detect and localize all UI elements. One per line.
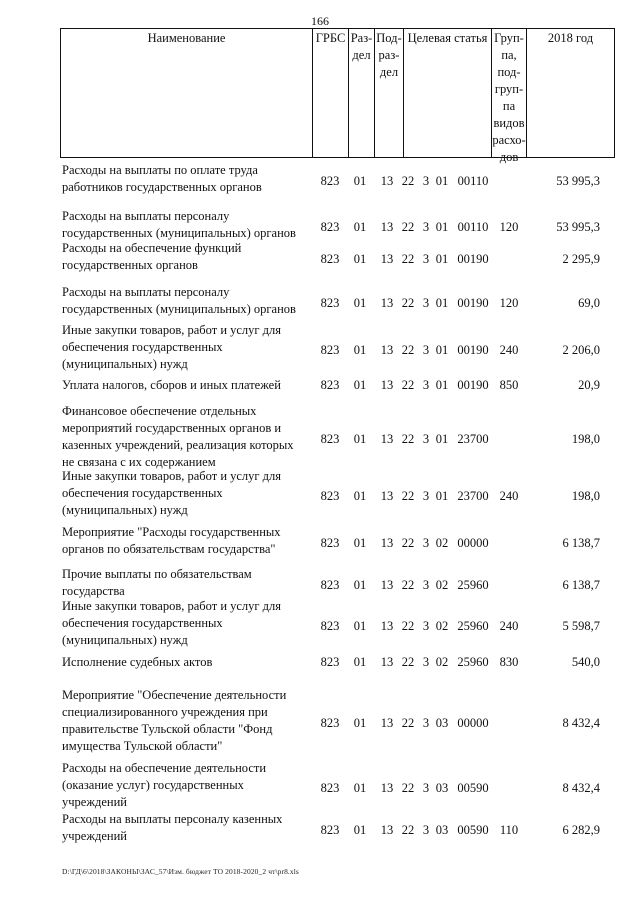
row-t3: 01 xyxy=(435,378,449,392)
row-pr: 13 xyxy=(380,823,394,837)
row-rz: 01 xyxy=(353,378,367,392)
row-sum: 6 138,7 xyxy=(562,536,600,550)
row-sum: 2 295,9 xyxy=(562,252,600,266)
row-pr: 13 xyxy=(380,220,394,234)
row-t1: 22 xyxy=(401,252,415,266)
row-name: Финансовое обеспечение отдельных мероприятий государственных органов и казенных учреждений, реализация которых не связана с их содержанием xyxy=(62,404,294,469)
row-name: Расходы на выплаты персоналу казенных учреждений xyxy=(62,812,283,843)
table-row xyxy=(60,322,610,373)
row-name: Прочие выплаты по обязательствам государства xyxy=(62,567,252,598)
table-row xyxy=(60,162,610,196)
row-t4: 23700 xyxy=(457,432,489,446)
page-number: 166 xyxy=(311,14,329,28)
row-rz: 01 xyxy=(353,220,367,234)
row-grbs: 823 xyxy=(320,220,340,234)
row-rz: 01 xyxy=(353,342,367,357)
row-name: Мероприятие "Расходы государственных органов по обязательствам государства" xyxy=(62,525,281,556)
table-row xyxy=(60,468,610,519)
row-t3: 03 xyxy=(435,716,449,730)
row-grbs: 823 xyxy=(320,716,340,730)
file-path-footer: D:\ГД\6\2018\ЗАКОНЫ\ЗАС_57\Изм. бюджет ТО 2018-2020_2 чт\pr8.xls xyxy=(62,867,299,876)
table-row xyxy=(60,760,610,811)
row-t4: 00190 xyxy=(457,252,489,266)
row-rz: 01 xyxy=(353,823,367,837)
row-t4: 00190 xyxy=(457,342,489,357)
row-rz: 01 xyxy=(353,655,367,669)
row-t4: 23700 xyxy=(457,488,489,503)
table-row xyxy=(60,687,610,755)
row-t1: 22 xyxy=(401,174,415,188)
row-rz: 01 xyxy=(353,252,367,266)
row-t3: 02 xyxy=(435,536,449,550)
row-t2: 3 xyxy=(422,174,430,188)
row-sum: 2 206,0 xyxy=(562,342,600,357)
row-t2: 3 xyxy=(422,618,430,633)
table-row xyxy=(60,654,610,671)
row-t1: 22 xyxy=(401,823,415,837)
header-razdel: Раз- дел xyxy=(348,29,374,157)
row-vr: 830 xyxy=(499,655,519,669)
row-grbs: 823 xyxy=(320,378,340,392)
row-t1: 22 xyxy=(401,488,415,503)
row-t1: 22 xyxy=(401,780,415,795)
table-row xyxy=(60,598,610,649)
row-sum: 540,0 xyxy=(571,655,600,669)
row-t4: 25960 xyxy=(457,618,489,633)
row-rz: 01 xyxy=(353,296,367,310)
row-pr: 13 xyxy=(380,378,394,392)
row-t1: 22 xyxy=(401,536,415,550)
row-t4: 00590 xyxy=(457,780,489,795)
row-t3: 01 xyxy=(435,342,449,357)
header-name: Наименование xyxy=(147,31,226,45)
row-t4: 00110 xyxy=(457,174,489,188)
row-vr: 120 xyxy=(499,296,519,310)
row-t3: 01 xyxy=(435,296,449,310)
table-row xyxy=(60,403,610,471)
row-vr: 120 xyxy=(499,220,519,234)
row-grbs: 823 xyxy=(320,342,340,357)
row-rz: 01 xyxy=(353,432,367,446)
row-t2: 3 xyxy=(422,823,430,837)
row-sum: 198,0 xyxy=(571,432,600,446)
row-t1: 22 xyxy=(401,578,415,592)
row-rz: 01 xyxy=(353,536,367,550)
row-vr: 240 xyxy=(499,342,519,357)
row-grbs: 823 xyxy=(320,252,340,266)
row-t3: 01 xyxy=(435,220,449,234)
table-row xyxy=(60,284,610,318)
table-row xyxy=(60,377,610,394)
header-target: Целевая статья xyxy=(403,29,491,157)
row-t3: 01 xyxy=(435,252,449,266)
row-name: Иные закупки товаров, работ и услуг для обеспечения государственных (муниципальных) нужд xyxy=(62,323,282,371)
row-sum: 20,9 xyxy=(578,378,600,392)
row-pr: 13 xyxy=(380,578,394,592)
row-vr: 110 xyxy=(499,823,519,837)
row-t4: 00590 xyxy=(457,823,489,837)
row-grbs: 823 xyxy=(320,780,340,795)
row-rz: 01 xyxy=(353,488,367,503)
table-header xyxy=(60,28,615,164)
row-name: Расходы на выплаты персоналу государственных (муниципальных) органов xyxy=(62,209,296,240)
row-pr: 13 xyxy=(380,252,394,266)
row-t1: 22 xyxy=(401,618,415,633)
row-rz: 01 xyxy=(353,780,367,795)
row-vr: 240 xyxy=(499,618,519,633)
row-name: Мероприятие "Обеспечение деятельности специализированного учреждения при правительстве Тульской области "Фонд имущества Тульской области" xyxy=(62,688,287,753)
row-t2: 3 xyxy=(422,716,430,730)
row-t3: 01 xyxy=(435,488,449,503)
row-pr: 13 xyxy=(380,536,394,550)
row-sum: 6 282,9 xyxy=(562,823,600,837)
row-t3: 01 xyxy=(435,432,449,446)
row-pr: 13 xyxy=(380,716,394,730)
row-t1: 22 xyxy=(401,342,415,357)
row-t1: 22 xyxy=(401,432,415,446)
row-grbs: 823 xyxy=(320,823,340,837)
row-sum: 8 432,4 xyxy=(562,716,600,730)
row-grbs: 823 xyxy=(320,174,340,188)
row-pr: 13 xyxy=(380,342,394,357)
row-t4: 25960 xyxy=(457,578,489,592)
row-grbs: 823 xyxy=(320,296,340,310)
header-podrazdel: Под- раз- дел xyxy=(374,29,403,157)
row-grbs: 823 xyxy=(320,536,340,550)
row-grbs: 823 xyxy=(320,618,340,633)
row-t2: 3 xyxy=(422,296,430,310)
row-rz: 01 xyxy=(353,618,367,633)
row-name: Расходы на обеспечение функций государственных органов xyxy=(62,241,242,272)
row-t2: 3 xyxy=(422,378,430,392)
table-row xyxy=(60,208,610,242)
row-t3: 01 xyxy=(435,174,449,188)
row-pr: 13 xyxy=(380,655,394,669)
row-grbs: 823 xyxy=(320,578,340,592)
row-t4: 00000 xyxy=(457,536,489,550)
row-rz: 01 xyxy=(353,174,367,188)
row-pr: 13 xyxy=(380,296,394,310)
row-sum: 53 995,3 xyxy=(556,174,600,188)
row-t2: 3 xyxy=(422,536,430,550)
row-sum: 6 138,7 xyxy=(562,578,600,592)
row-t2: 3 xyxy=(422,655,430,669)
row-t2: 3 xyxy=(422,488,430,503)
row-name: Иные закупки товаров, работ и услуг для обеспечения государственных (муниципальных) нужд xyxy=(62,469,282,517)
row-sum: 69,0 xyxy=(578,296,600,310)
row-t2: 3 xyxy=(422,252,430,266)
row-t1: 22 xyxy=(401,220,415,234)
row-pr: 13 xyxy=(380,174,394,188)
row-pr: 13 xyxy=(380,432,394,446)
row-grbs: 823 xyxy=(320,432,340,446)
row-pr: 13 xyxy=(380,618,394,633)
row-t3: 02 xyxy=(435,578,449,592)
row-pr: 13 xyxy=(380,488,394,503)
row-t1: 22 xyxy=(401,655,415,669)
row-t4: 00190 xyxy=(457,296,489,310)
row-t2: 3 xyxy=(422,780,430,795)
row-vr: 850 xyxy=(499,378,519,392)
row-t1: 22 xyxy=(401,378,415,392)
row-t3: 02 xyxy=(435,655,449,669)
row-t1: 22 xyxy=(401,716,415,730)
row-sum: 8 432,4 xyxy=(562,780,600,795)
row-t2: 3 xyxy=(422,220,430,234)
row-t2: 3 xyxy=(422,432,430,446)
row-sum: 198,0 xyxy=(571,488,600,503)
row-name: Исполнение судебных актов xyxy=(62,655,213,669)
row-name: Иные закупки товаров, работ и услуг для обеспечения государственных (муниципальных) нужд xyxy=(62,599,282,647)
row-t1: 22 xyxy=(401,296,415,310)
row-t2: 3 xyxy=(422,578,430,592)
row-vr: 240 xyxy=(499,488,519,503)
row-t3: 03 xyxy=(435,780,449,795)
row-grbs: 823 xyxy=(320,488,340,503)
row-t3: 02 xyxy=(435,618,449,633)
table-row xyxy=(60,566,610,600)
row-t2: 3 xyxy=(422,342,430,357)
table-row xyxy=(60,240,610,274)
row-sum: 5 598,7 xyxy=(562,618,600,633)
row-rz: 01 xyxy=(353,716,367,730)
header-group: Груп- па, под- груп- па видов расхо- дов xyxy=(492,31,526,164)
row-pr: 13 xyxy=(380,780,394,795)
row-t4: 00110 xyxy=(457,220,489,234)
row-grbs: 823 xyxy=(320,655,340,669)
table-row xyxy=(60,811,610,845)
row-t4: 00000 xyxy=(457,716,489,730)
row-t4: 25960 xyxy=(457,655,489,669)
row-sum: 53 995,3 xyxy=(556,220,600,234)
row-t4: 00190 xyxy=(457,378,489,392)
header-grbs: ГРБС xyxy=(312,29,348,157)
row-name: Расходы на выплаты по оплате труда работников государственных органов xyxy=(62,163,262,194)
table-row xyxy=(60,524,610,558)
header-year: 2018 год xyxy=(526,29,614,157)
row-name: Расходы на выплаты персоналу государственных (муниципальных) органов xyxy=(62,285,296,316)
row-rz: 01 xyxy=(353,578,367,592)
row-name: Расходы на обеспечение деятельности (оказание услуг) государственных учреждений xyxy=(62,761,267,809)
row-t3: 03 xyxy=(435,823,449,837)
row-name: Уплата налогов, сборов и иных платежей xyxy=(62,378,281,392)
